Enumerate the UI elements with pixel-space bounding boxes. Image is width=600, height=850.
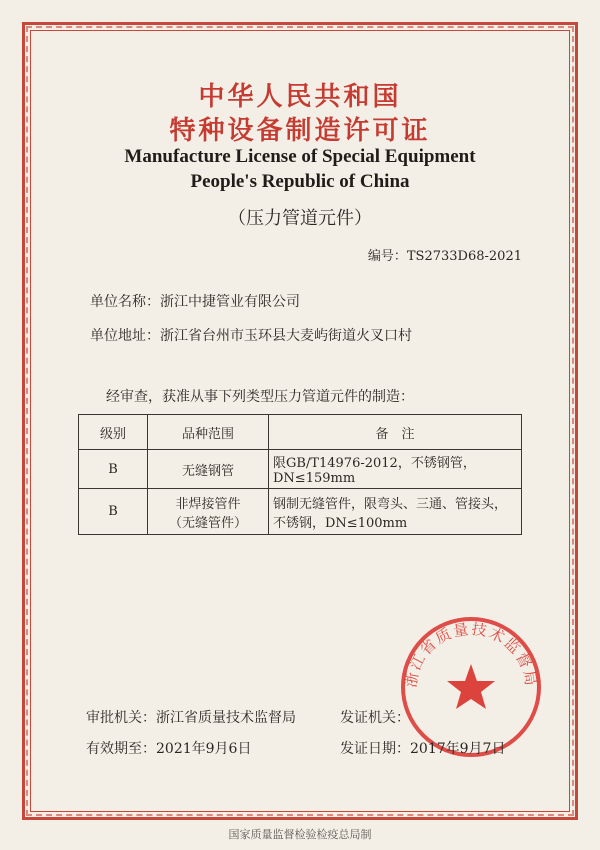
header-level: 级别	[79, 415, 148, 450]
unit-name-value: 浙江中捷管业有限公司	[160, 294, 300, 310]
unit-address-label: 单位地址：	[90, 328, 160, 344]
row2-level: B	[79, 489, 148, 535]
unit-name-label: 单位名称：	[90, 294, 160, 310]
unit-address-value: 浙江省台州市玉环县大麦屿街道火叉口村	[160, 328, 412, 344]
seal-star-icon	[447, 664, 495, 709]
validity-label: 有效期至：	[86, 741, 156, 757]
row2-note-line2: 不锈钢，DN≤100mm	[273, 515, 408, 531]
seal-text: 浙江省质量技术监督局	[401, 619, 541, 689]
issuing-authority-note: 国家质量监督检验检疫总局制	[228, 828, 372, 841]
row2-kind	[148, 489, 269, 535]
header-note: 备 注	[269, 415, 522, 450]
table-header-row	[79, 415, 522, 450]
title-cn-line2: 特种设备制造许可证	[169, 116, 431, 146]
row2-note-line1: 钢制无缝管件，限弯头、三通、管接头，	[273, 496, 508, 512]
title-cn-line1: 中华人民共和国	[198, 82, 402, 112]
title-en-line2: People's Republic of China	[190, 171, 410, 192]
issue-date-value: 2017年9月7日	[410, 741, 506, 757]
unit-name-row	[90, 291, 300, 311]
issuer-label: 发证机关：	[340, 710, 410, 726]
validity-value: 2021年9月6日	[156, 741, 252, 757]
validity-row	[86, 738, 251, 758]
row1-note: 限GB/T14976-2012，不锈钢管，DN≤159mm	[269, 450, 522, 489]
header-kind: 品种范围	[148, 415, 269, 450]
unit-address-row	[90, 325, 412, 345]
license-category: （压力管道元件）	[228, 208, 372, 229]
row2-note	[269, 489, 522, 535]
issue-date-row	[340, 738, 505, 758]
license-scope-table	[78, 414, 522, 535]
scope-intro: 经审查，获准从事下列类型压力管道元件的制造：	[106, 389, 414, 405]
row2-kind-line1: 非焊接管件	[175, 496, 241, 512]
authority-label: 审批机关：	[86, 710, 156, 726]
table-row	[79, 450, 522, 489]
table-row	[79, 489, 522, 535]
certificate-number: 编号：TS2733D68-2021	[367, 249, 522, 264]
row1-kind: 无缝钢管	[148, 450, 269, 489]
authority-value: 浙江省质量技术监督局	[156, 710, 296, 726]
authority-row	[86, 707, 296, 727]
row1-level: B	[79, 450, 148, 489]
row2-kind-line2: （无缝管件）	[168, 515, 247, 531]
title-en-line1: Manufacture License of Special Equipment	[124, 146, 476, 167]
issue-date-label: 发证日期：	[340, 741, 410, 757]
